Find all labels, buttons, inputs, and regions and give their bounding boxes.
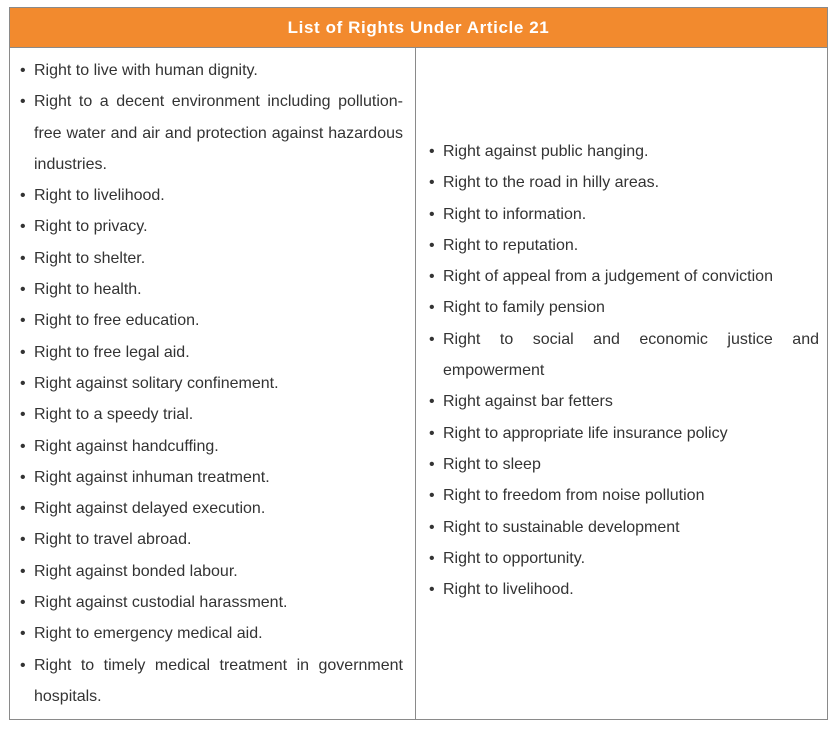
list-item: • Right against custodial harassment. [20,587,403,618]
list-item: • Right to health. [20,274,403,305]
right-column [416,48,827,719]
table-title: List of Rights Under Article 21 [287,17,550,37]
list-item: • Right to a decent environment including pollution-free water and air and protection against hazardous industries. [20,86,403,180]
list-item: • Right to family pension [429,292,819,323]
list-item: • Right to information. [429,199,819,230]
right-rights-list [429,136,819,605]
table-body [10,48,827,719]
list-item: • Right to opportunity. [429,543,819,574]
list-item: • Right to livelihood. [20,180,403,211]
rights-table [9,7,828,720]
list-item: • Right against bar fetters [429,386,819,417]
list-item: • Right against handcuffing. [20,431,403,462]
table-header [10,8,827,48]
list-item: • Right to shelter. [20,243,403,274]
list-item: • Right against solitary confinement. [20,368,403,399]
list-item: • Right to timely medical treatment in government hospitals. [20,650,403,713]
list-item: • Right to free legal aid. [20,337,403,368]
list-item: • Right against inhuman treatment. [20,462,403,493]
list-item: • Right against public hanging. [429,136,819,167]
list-item: • Right to freedom from noise pollution [429,480,819,511]
list-item: • Right to livelihood. [429,574,819,605]
list-item: • Right against delayed execution. [20,493,403,524]
left-column [10,48,416,719]
list-item: • Right to sustainable development [429,512,819,543]
list-item: • Right to a speedy trial. [20,399,403,430]
list-item: • Right to travel abroad. [20,524,403,555]
list-item: • Right to privacy. [20,211,403,242]
list-item: • Right to reputation. [429,230,819,261]
list-item: • Right to social and economic justice and empowerment [429,324,819,387]
list-item: • Right to emergency medical aid. [20,618,403,649]
list-item: • Right to live with human dignity. [20,55,403,86]
list-item: • Right of appeal from a judgement of conviction [429,261,819,292]
list-item: • Right to the road in hilly areas. [429,167,819,198]
list-item: • Right to sleep [429,449,819,480]
left-rights-list [20,55,403,712]
list-item: • Right against bonded labour. [20,556,403,587]
list-item: • Right to free education. [20,305,403,336]
list-item: • Right to appropriate life insurance policy [429,418,819,449]
